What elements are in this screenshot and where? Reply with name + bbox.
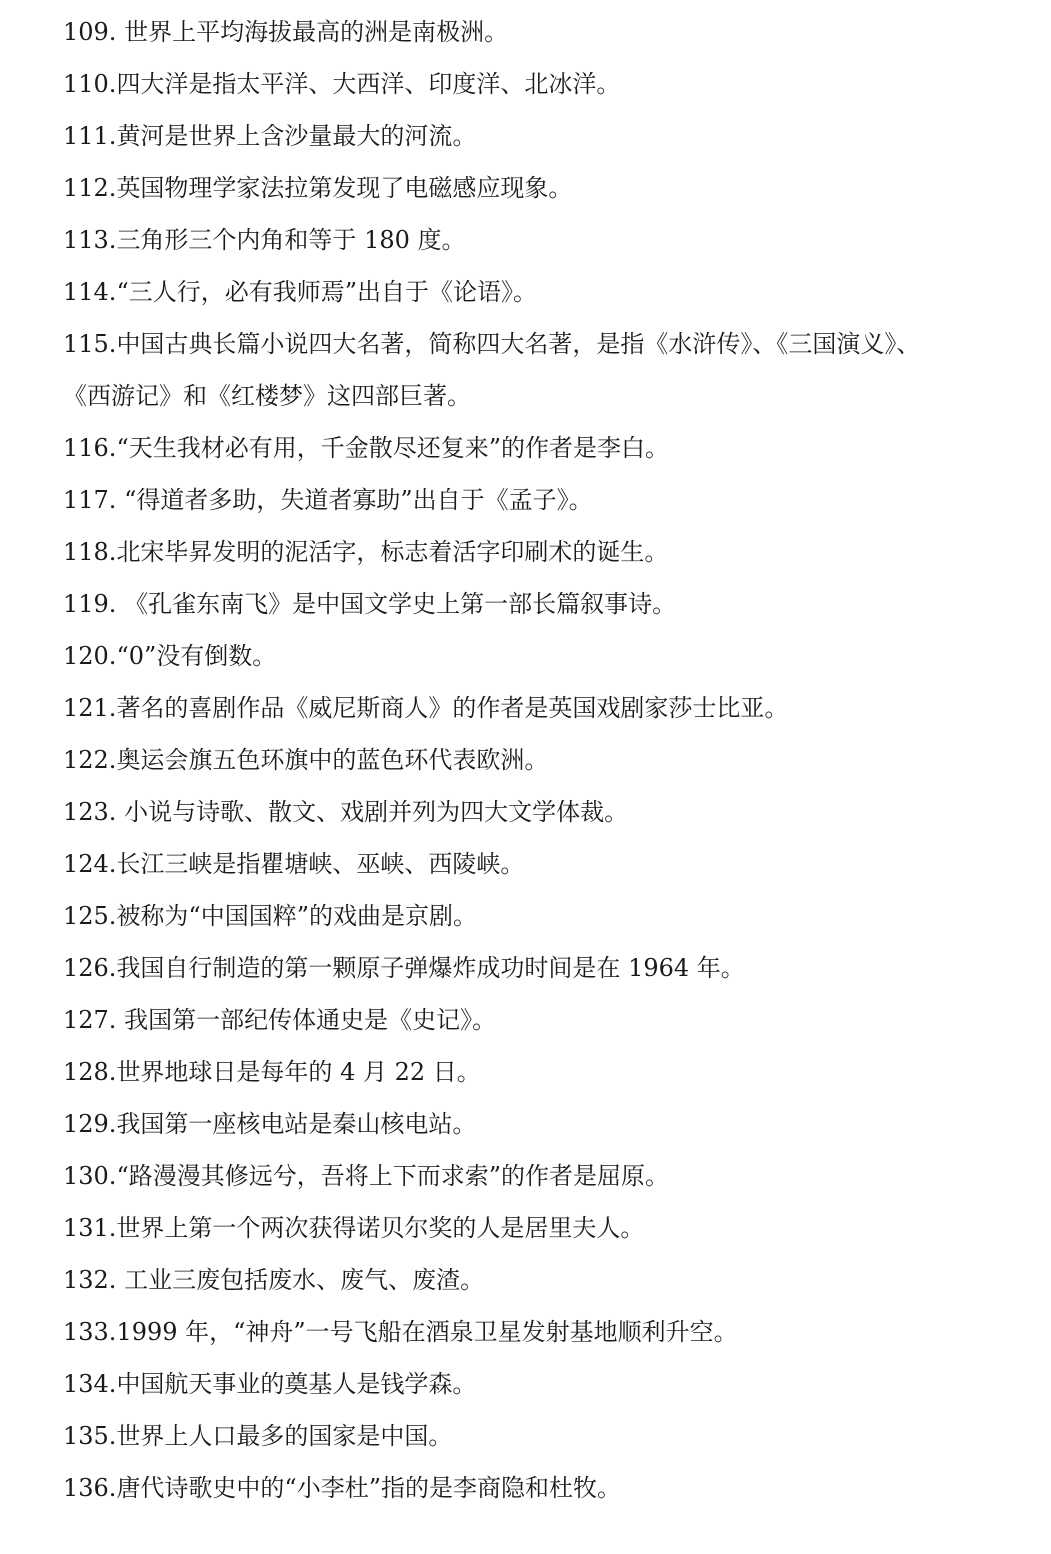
text-line: 《西游记》和《红楼梦》这四部巨著。 — [63, 382, 471, 410]
text-line: 114.“三人行，必有我师焉”出自于《论语》。 — [63, 278, 537, 306]
text-line: 134.中国航天事业的奠基人是钱学森。 — [63, 1370, 477, 1398]
text-line: 132. 工业三废包括废水、废气、废渣。 — [63, 1266, 485, 1294]
text-line: 117. “得道者多助，失道者寡助”出自于《孟子》。 — [63, 486, 593, 514]
text-line: 128.世界地球日是每年的 4 月 22 日。 — [63, 1058, 481, 1086]
text-line: 119. 《孔雀东南飞》是中国文学史上第一部长篇叙事诗。 — [63, 590, 677, 618]
text-line: 124.长江三峡是指瞿塘峡、巫峡、西陵峡。 — [63, 850, 525, 878]
text-line: 122.奥运会旗五色环旗中的蓝色环代表欧洲。 — [63, 746, 549, 774]
text-line: 123. 小说与诗歌、散文、戏剧并列为四大文学体裁。 — [63, 798, 629, 826]
text-line: 109. 世界上平均海拔最高的洲是南极洲。 — [63, 18, 509, 46]
text-line: 127. 我国第一部纪传体通史是《史记》。 — [63, 1006, 497, 1034]
text-body — [63, 10, 1033, 1518]
text-line: 131.世界上第一个两次获得诺贝尔奖的人是居里夫人。 — [63, 1214, 645, 1242]
text-line: 135.世界上人口最多的国家是中国。 — [63, 1422, 453, 1450]
text-line: 115.中国古典长篇小说四大名著，简称四大名著，是指《水浒传》、《三国演义》、 — [63, 330, 921, 358]
text-line: 133.1999 年，“神舟”一号飞船在酒泉卫星发射基地顺利升空。 — [63, 1318, 738, 1346]
text-line: 118.北宋毕昇发明的泥活字，标志着活字印刷术的诞生。 — [63, 538, 669, 566]
text-line: 113.三角形三个内角和等于 180 度。 — [63, 226, 466, 254]
text-line: 136.唐代诗歌史中的“小李杜”指的是李商隐和杜牧。 — [63, 1474, 621, 1502]
text-line: 126.我国自行制造的第一颗原子弹爆炸成功时间是在 1964 年。 — [63, 954, 745, 982]
text-line: 125.被称为“中国国粹”的戏曲是京剧。 — [63, 902, 477, 930]
text-line: 110.四大洋是指太平洋、大西洋、印度洋、北冰洋。 — [63, 70, 621, 98]
text-line: 111.黄河是世界上含沙量最大的河流。 — [63, 122, 477, 150]
text-line: 121.著名的喜剧作品《威尼斯商人》的作者是英国戏剧家莎士比亚。 — [63, 694, 789, 722]
text-line: 116.“天生我材必有用，千金散尽还复来”的作者是李白。 — [63, 434, 669, 462]
text-line: 130.“路漫漫其修远兮，吾将上下而求索”的作者是屈原。 — [63, 1162, 669, 1190]
text-line: 129.我国第一座核电站是秦山核电站。 — [63, 1110, 477, 1138]
text-line: 112.英国物理学家法拉第发现了电磁感应现象。 — [63, 174, 573, 202]
text-line: 120.“0”没有倒数。 — [63, 642, 277, 670]
